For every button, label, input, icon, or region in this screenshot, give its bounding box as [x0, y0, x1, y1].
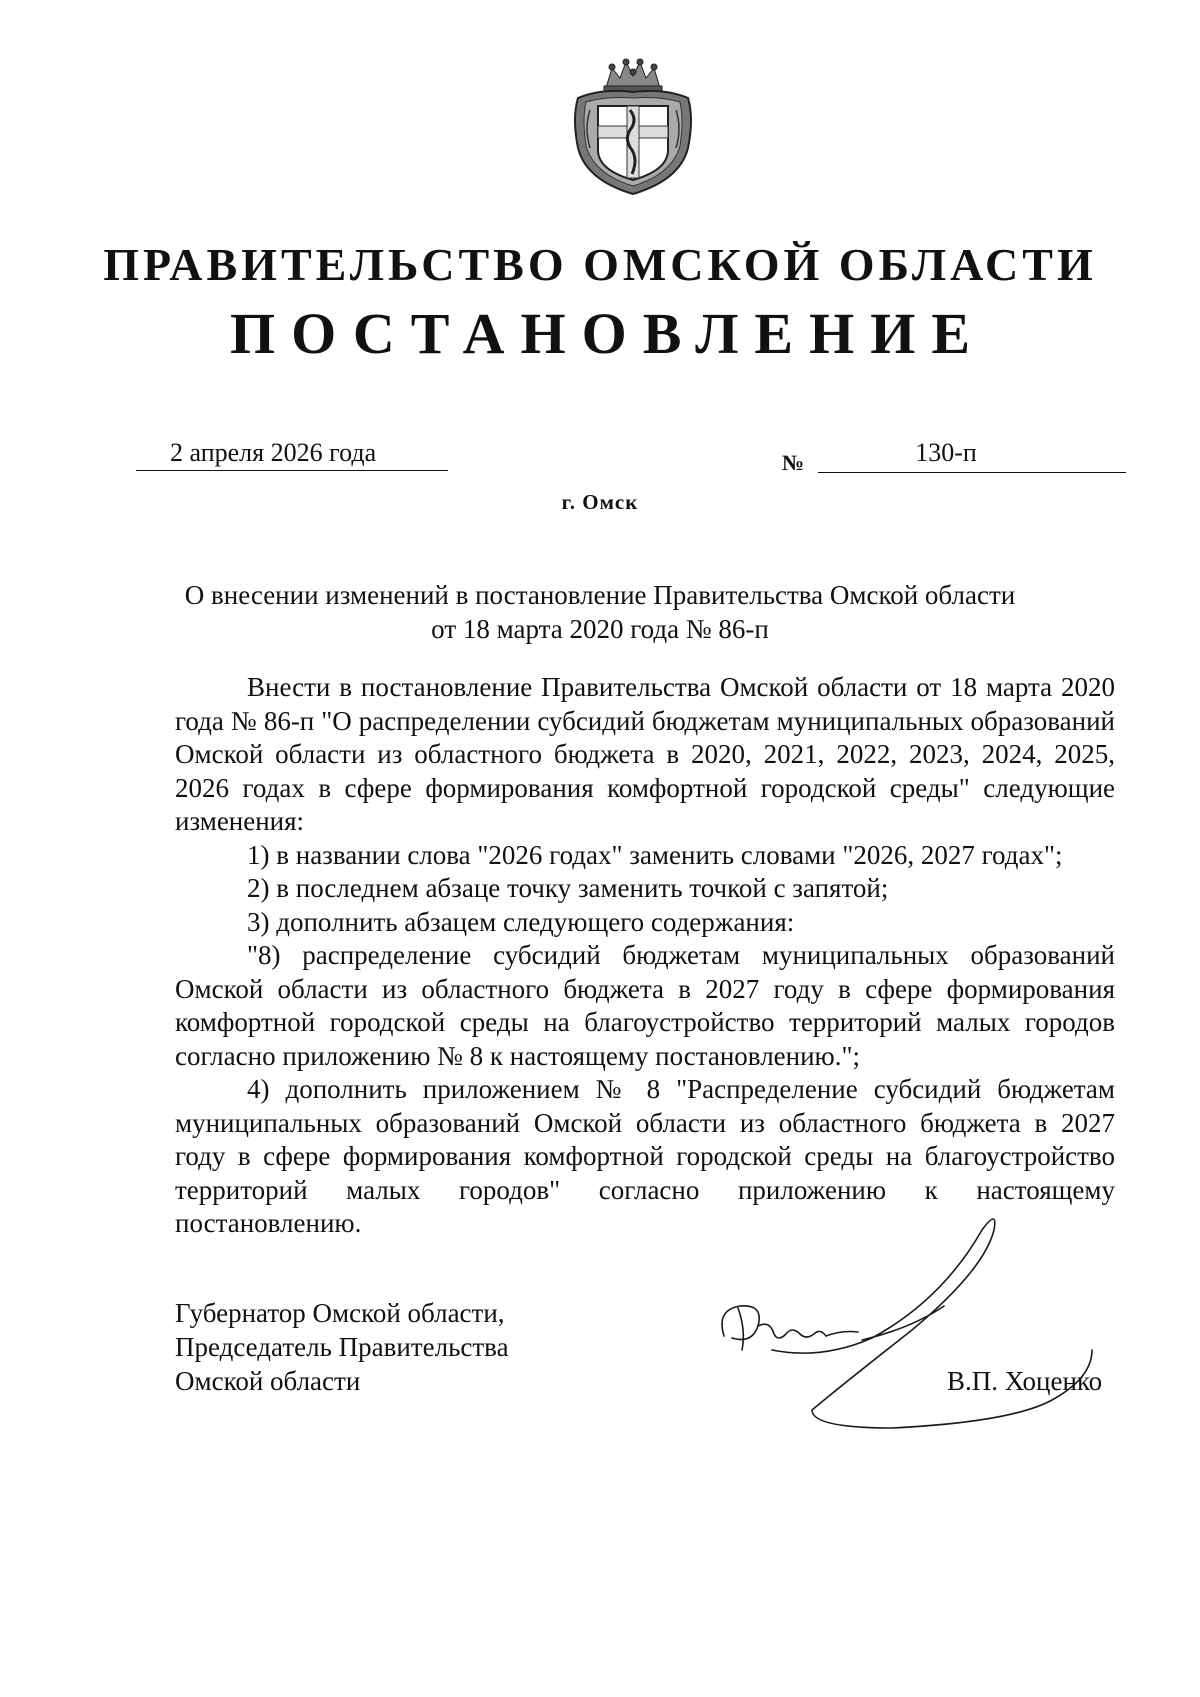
body-item-4: 4) дополнить приложением № 8 "Распределение субсидий бюджетам муниципальных образований Омской области из областного бюджета в 2027 году в сфере формирования комфортной городской среды на благоустройство территорий малых городов" согласно приложению к настоящему постановлению.	[175, 1074, 1115, 1238]
handwritten-signature-icon	[712, 1210, 1112, 1440]
signatory-position-line-2: Председатель Правительства	[175, 1332, 509, 1362]
document-number-field	[818, 436, 1126, 473]
document-date-field	[136, 436, 448, 471]
city-label: г. Омск	[561, 490, 639, 514]
document-number: 130-п	[915, 438, 977, 467]
body-item-1: 1) в названии слова "2026 годах" заменить словами "2026, 2027 годах";	[247, 839, 1063, 870]
document-type-title: ПОСТАНОВЛЕНИЕ	[229, 301, 987, 366]
signatory-position	[175, 1296, 509, 1398]
number-sign: №	[782, 450, 805, 475]
body-quoted-paragraph: "8) распределение субсидий бюджетам муниципальных образований Омской области из областного бюджета в 2027 году в сфере формирования комфортной городской среды на благоустройство территорий малых городов согласно приложению № 8 к настоящему постановлению.";	[175, 940, 1115, 1071]
body-intro-paragraph: Внести в постановление Правительства Омской области от 18 марта 2020 года № 86-п "О распределении субсидий бюджетам муниципальных образований Омской области из областного бюджета в 2020, 2021, 2022, 2023, 2024, 2025, 2026 годах в сфере формирования комфортной городской среды" следующие изменения:	[175, 672, 1115, 836]
subject-line-1: О внесении изменений в постановление Правительства Омской области	[184, 580, 1016, 610]
document-body	[175, 671, 1115, 1241]
body-item-2: 2) в последнем абзаце точку заменить точкой с запятой;	[247, 873, 889, 903]
signatory-position-line-1: Губернатор Омской области,	[175, 1298, 505, 1328]
document-date: 2 апреля 2026 года	[170, 438, 377, 467]
government-title: ПРАВИТЕЛЬСТВО ОМСКОЙ ОБЛАСТИ	[103, 239, 1097, 290]
signatory-position-line-3: Омской области	[175, 1366, 361, 1396]
body-item-3: 3) дополнить абзацем следующего содержания:	[247, 906, 795, 937]
document-subject	[0, 578, 1200, 646]
coat-of-arms-icon	[568, 58, 698, 198]
subject-line-2: от 18 марта 2020 года № 86-п	[431, 614, 769, 644]
signatory-name: В.П. Хоценко	[947, 1366, 1103, 1396]
